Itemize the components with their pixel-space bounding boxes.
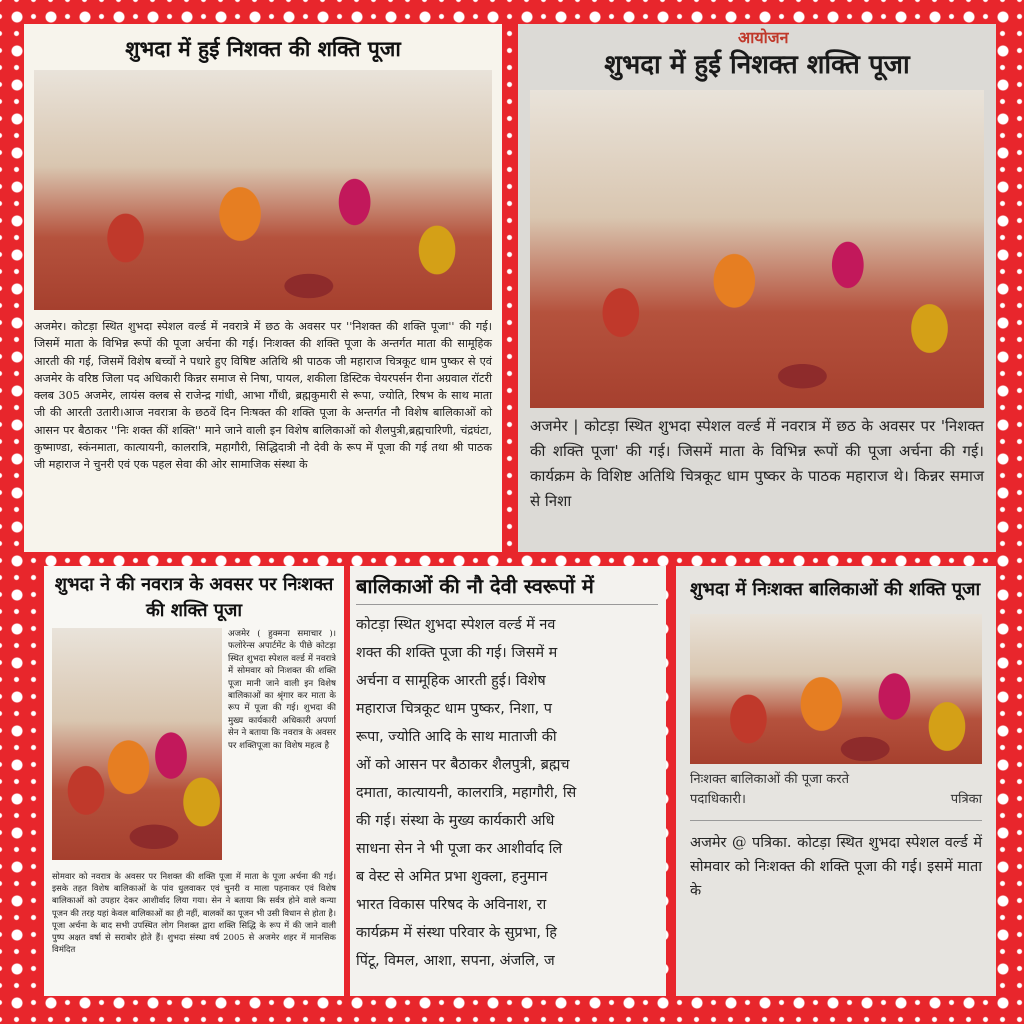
clipping-4-line: शक्त की शक्ति पूजा की गई। जिसमें म (356, 645, 558, 661)
clipping-3-body: सोमवार को नवरात्र के अवसर पर निशक्त की शक्ति पूजा में माता के पूजा अर्चना की गई। इसके तहत विशेष बालिकाओं के पांव धुलवाकर एवं चुनरी व माला पहनाकर एवं विशेष बालिकाओं को उपहार देकर आशीर्वाद लिया गया। सेन ने बताया कि सर्वत्र होने वाले कन्या पूजन की तरह यहां केवल बालिकाओं का ही नहीं, बालकों का पूजन भी उसी विधान से होता है। पूजा अर्चना के बाद सभी उपस्थित लोग निशक्त द्वारा शक्ति सिद्धि के रूप में की जाने वाली पुष्प अक्षत वर्षा से सराबोर होते हैं। शुभदा संस्था वर्ष 2005 से अजमेर शहर में मानसिक विमंदित (52, 871, 336, 955)
clipping-3-side-text: अजमेर ( हुक्मना समाचार )। फलोरेन्स अपार्टमेंट के पीछे कोटड़ा स्थित शुभदा स्पेशल वर्ल्ड में नवरात्रे में सोमवार को निःशक्त की शक्ति पूजा मानी जाने वाली इन विशेष बालिकाओं का श्रृंगार कर माता के रूप में पूजा की गई। शुभदा की मुख्य कार्यकारी अधिकारी अपर्णा सेन ने बताया कि नवरात्र के अवसर पर शक्तिपूजा का विशेष महत्व है (228, 629, 336, 751)
clipping-3-headline: शुभदा ने की नवरात्र के अवसर पर निःशक्त की शक्ति पूजा (54, 574, 334, 621)
clipping-4-line: की गई। संस्था के मुख्य कार्यकारी अधि (356, 813, 555, 829)
clipping-4-headline: बालिकाओं की नौ देवी स्वरूपों में (356, 574, 594, 598)
clipping-3-photo (52, 628, 222, 860)
news-clipping-5 (676, 566, 996, 996)
clipping-5-photo (690, 614, 982, 764)
section-tag: आयोजन (738, 28, 789, 47)
clipping-4-line: अर्चना व सामूहिक आरती हुई। विशेष (356, 673, 546, 689)
clipping-4-line: भारत विकास परिषद के अविनाश, रा (356, 897, 547, 913)
clipping-2-photo (530, 90, 984, 408)
clipping-4-line: कोटड़ा स्थित शुभदा स्पेशल वर्ल्ड में नव (356, 617, 556, 633)
clipping-4-line: ओं को आसन पर बैठाकर शैलपुत्री, ब्रह्मच (356, 757, 570, 773)
clipping-5-body: अजमेर @ पत्रिका. कोटड़ा स्थित शुभदा स्पेशल वर्ल्ड में सोमवार को निःशक्त की शक्ति पूजा की गई। इसमें माता के (690, 835, 982, 899)
clipping-2-body: अजमेर | कोटड़ा स्थित शुभदा स्पेशल वर्ल्ड में नवरात्र में छठ के अवसर पर 'निशक्त की शक्ति पूजा' की गई। जिसमें माता के विभिन्न रूपों की पूजा अर्चना की गई। कार्यक्रम के विशिष्ट अतिथि चित्रकूट धाम पुष्कर के पाठक महाराज थे। किन्नर समाज से निशा (530, 417, 984, 510)
clipping-2-headline: शुभदा में हुई निशक्त शक्ति पूजा (604, 50, 910, 80)
clipping-5-caption: निःशक्त बालिकाओं की पूजा करते पदाधिकारी। (690, 772, 850, 807)
news-clipping-3 (44, 566, 344, 996)
news-clipping-1 (24, 24, 502, 552)
clipping-5-headline: शुभदा में निःशक्त बालिकाओं की शक्ति पूजा (690, 579, 981, 600)
clipping-1-photo (34, 70, 492, 310)
clipping-4-line: साधना सेन ने भी पूजा कर आशीर्वाद लि (356, 841, 563, 857)
clipping-4-line: ब वेस्ट से अमित प्रभा शुक्ला, हनुमान (356, 869, 548, 885)
clipping-4-line: कार्यक्रम में संस्था परिवार के सुप्रभा, हि (356, 925, 557, 941)
clipping-4-line: रूपा, ज्योति आदि के साथ माताजी की (356, 729, 557, 745)
clipping-1-headline: शुभदा में हुई निशक्त की शक्ति पूजा (125, 37, 401, 61)
clipping-4-line: पिंटू, विमल, आशा, सपना, अंजलि, ज (356, 953, 555, 969)
news-clipping-2 (518, 24, 996, 552)
clipping-1-body: अजमेर। कोटड़ा स्थित शुभदा स्पेशल वर्ल्ड में नवरात्रे में छठ के अवसर पर ''निशक्त की शक्ति पूजा'' की गई। जिसमें माता के विभिन्न रूपों की पूजा अर्चना की गई। निःशक्त की शक्ति पूजा के अन्तर्गत माता की सामूहिक आरती की गई, जिसमें विशेष बच्चों ने पधारे हुए विषिष्ट अतिथि श्री पाठक जी महाराज चित्रकूट धाम पुष्कर से एवं अजमेर के वरिष्ठ जिला पद अधिकारी किन्नर समाज से निषा, पायल, शकीला डिस्टिक चेयरपर्सन रीना अग्रवाल रॉटरी क्लब 305 अजमेर, लायंस क्लब से राजेन्द्र गांधी, आभा गौंधी, ब्रह्मकुमारी से रूपा, ज्योति, रिषभ के साथ माता जी की आरती उतारी।आज नवरात्रा के छठवें दिन निःषक्त की शक्ति पूजा के अन्तर्गत नौ विशेष बालिकाओं को आसन पर बैठाकर ''निः शक्त कीं शक्ति'' माने जाने वाली इन विशेष बालिकाओं को शैलपुत्री,ब्रह्मचारिणी, चंद्रघंटा, कुष्माण्डा, स्कंनमाता, कात्यायनी, कालरात्रि, महागौरी, सिद्धिदात्री नौ देवी के रूप में पूजा की गई तथा श्री पाठक जी महाराज ने चुनरी एवं एक पहल सेवा की ओर सामाजिक संस्था के (34, 320, 492, 472)
news-clipping-4 (350, 566, 666, 996)
clipping-4-line: महाराज चित्रकूट धाम पुष्कर, निशा, प (356, 701, 552, 717)
clipping-5-credit: पत्रिका (950, 792, 982, 807)
clipping-4-body (356, 611, 658, 975)
clipping-4-line: दमाता, कात्यायनी, कालरात्रि, महागौरी, सि (356, 785, 577, 801)
